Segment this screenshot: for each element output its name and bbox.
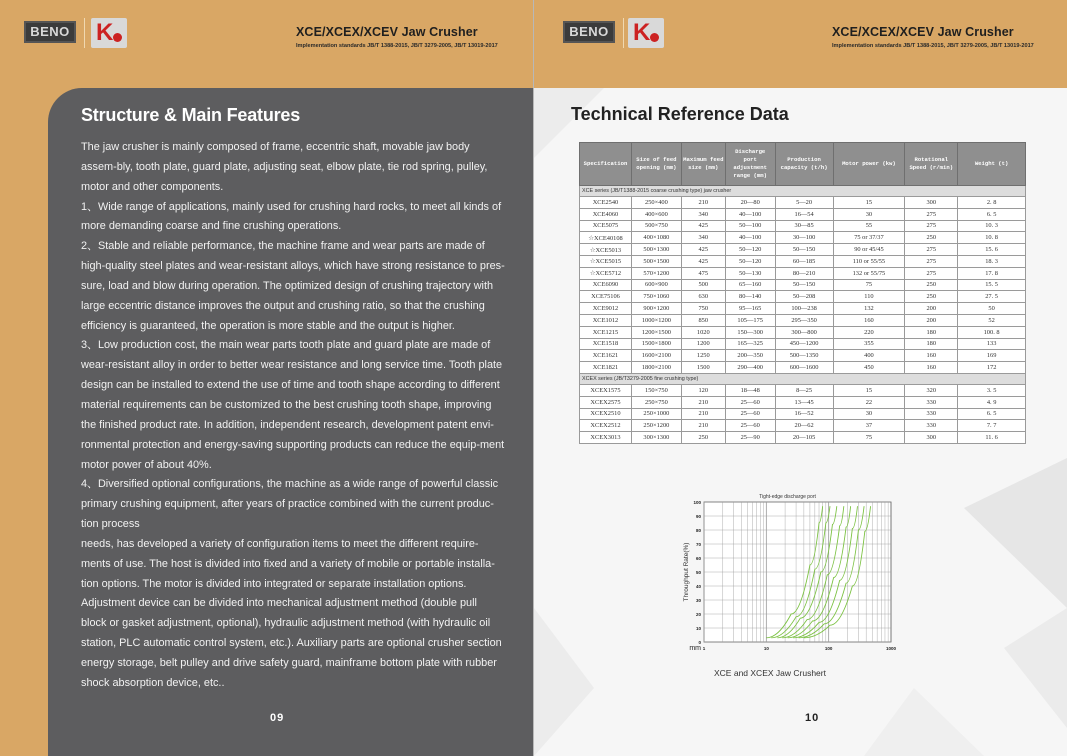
col-header: Weight (t) [958,143,1026,186]
x-tick-label: 1000 [885,646,897,651]
table-cell: 120 [681,384,725,396]
table-cell: 25—60 [725,408,775,420]
table-cell: 600×900 [631,279,681,291]
x-unit-label: mm [689,645,701,652]
chart-caption: XCE and XCEX Jaw Crushert [714,668,826,678]
table-cell: ☆XCE5712 [580,267,632,279]
col-header: Discharge port adjustment range (mm) [725,143,775,186]
table-cell: 75 [833,432,905,444]
table-cell: 10. 8 [958,232,1026,244]
table-cell: 5—20 [775,197,833,209]
table-cell: 160 [905,350,958,362]
table-cell: 27. 5 [958,291,1026,303]
table-cell: 8—25 [775,384,833,396]
table-cell: 425 [681,220,725,232]
table-cell: 180 [905,338,958,350]
beno-logo-text: BENO [30,24,70,39]
table-cell: 750×1060 [631,291,681,303]
table-row [580,197,1026,209]
table-cell: 6. 5 [958,208,1026,220]
table-cell: 450 [833,362,905,374]
paragraph-4: 4、Diversified optional configurations, the machine as a wide range of powerful classic primary crushing equipment, after years of practice combined with the current produc-tion process [81,478,499,531]
table-cell: 15 [833,197,905,209]
table-cell: 450—1200 [775,338,833,350]
beno-logo [563,21,615,43]
table-cell: XCE1518 [580,338,632,350]
col-header: Maximum feed size (mm) [681,143,725,186]
table-cell: 300—800 [775,326,833,338]
table-cell: 30 [833,208,905,220]
left-page-number: 09 [270,712,285,724]
table-row [580,362,1026,374]
table-cell: XCE9012 [580,303,632,315]
x-tick-label: 1 [702,646,706,651]
table-row [580,232,1026,244]
table-cell: 165—325 [725,338,775,350]
k-logo-dot [650,33,659,42]
table-cell: 25—90 [725,432,775,444]
table-cell: 250 [681,432,725,444]
table-cell: 50—208 [775,291,833,303]
table-cell: 40—100 [725,208,775,220]
table-cell: 15. 6 [958,244,1026,256]
table-cell: 250 [905,232,958,244]
table-cell: ☆XCE5015 [580,255,632,267]
section-label: XCE series (JB/T1388-2015 coarse crushing type) jaw crusher [580,186,1026,197]
table-cell: 275 [905,220,958,232]
table-row [580,291,1026,303]
table-cell: 18—48 [725,384,775,396]
table-cell: XCEX1575 [580,384,632,396]
table-cell: 180 [905,326,958,338]
table-cell: 275 [905,244,958,256]
section-label: XCEX series (JB/T3279-2005 fine crushing type) [580,373,1026,384]
table-cell: XCE1621 [580,350,632,362]
table-cell: 275 [905,255,958,267]
table-row [580,326,1026,338]
table-cell: 220 [833,326,905,338]
table-cell: 16—54 [775,208,833,220]
table-cell: 132 or 55/75 [833,267,905,279]
table-cell: 1600×2100 [631,350,681,362]
table-row [580,384,1026,396]
table-cell: 50—100 [725,220,775,232]
paragraph-5: needs, has developed a variety of configuration items to meet the different require-ments of use. The host is divided into fixed and a variety of mobile or portable installa-tion options. The motor is divided into integrated or separate installation options. Adjustment device can be divided into mechanical adjustment method (double pull block or gasket adjustment, optional), hydraulic adjustment method (with hydraulic oil station, PLC automatic control system, etc.). Auxiliary parts are optional crusher section energy storage, belt pulley and drive safety guard, mainframe bottom plate with rubber shock absorption device, etc.. [81,537,502,689]
table-row [580,303,1026,315]
table-cell: 330 [905,408,958,420]
table-cell: 210 [681,396,725,408]
table-cell: 570×1200 [631,267,681,279]
table-cell: 150—300 [725,326,775,338]
table-cell: XCE4060 [580,208,632,220]
table-cell: 1200×1500 [631,326,681,338]
spec-table [579,142,1026,444]
table-cell: 320 [905,384,958,396]
throughput-chart [682,490,922,685]
table-header-row [580,143,1026,186]
table-cell: 425 [681,244,725,256]
table-cell: 10. 3 [958,220,1026,232]
table-cell: 330 [905,420,958,432]
k-logo-letter: K [96,19,114,46]
table-cell: 900×1200 [631,303,681,315]
table-cell: 500×750 [631,220,681,232]
table-cell: 2. 8 [958,197,1026,209]
table-cell: 275 [905,267,958,279]
paragraph-2: 2、Stable and reliable performance, the machine frame and wear parts are made of high-quality steel plates and wear-resistant alloys, which have strong resistance to pres-sure, load and blow during operation. The optimized design of crushing trajectory with large eccentric distance improves the output and crushing ratio, so that the crushing efficiency is guaranteed, the operation is more stable and the output is higher. [81,240,505,332]
k-logo [628,18,664,48]
decor-shape [534,608,594,756]
table-cell: 17. 8 [958,267,1026,279]
table-cell: 1200 [681,338,725,350]
table-cell: 340 [681,232,725,244]
table-row [580,420,1026,432]
table-cell: 30—85 [775,220,833,232]
table-cell: 50—130 [725,267,775,279]
table-cell: 16—52 [775,408,833,420]
table-cell: XCEX2575 [580,396,632,408]
table-cell: 200 [905,314,958,326]
table-cell: 15 [833,384,905,396]
col-header: Size of feed opening (mm) [631,143,681,186]
table-cell: 6. 5 [958,408,1026,420]
table-cell: XCE75106 [580,291,632,303]
right-header [534,0,1067,88]
k-logo [91,18,127,48]
table-cell: ☆XCE40108 [580,232,632,244]
header-subtitle: Implementation standards JB/T 1388-2015, JB/T 3279-2005, JB/T 13019-2017 [832,43,1034,49]
table-cell: 25—60 [725,420,775,432]
table-row [580,244,1026,256]
table-cell: 172 [958,362,1026,374]
table-cell: 150×750 [631,384,681,396]
table-cell: 1000×1200 [631,314,681,326]
header-title: XCE/XCEX/XCEV Jaw Crusher [832,25,1014,39]
table-cell: 250×1000 [631,408,681,420]
table-cell: 13—45 [775,396,833,408]
table-cell: XCEX3013 [580,432,632,444]
table-row [580,350,1026,362]
table-cell: 210 [681,420,725,432]
paragraph-1: 1、Wide range of applications, mainly used for crushing hard rocks, to meet all kinds of more demanding coarse and fine crushing operations. [81,200,502,233]
features-text [81,138,505,694]
table-cell: 105—175 [725,314,775,326]
logo-separator [84,18,85,48]
table-cell: 250×750 [631,396,681,408]
y-tick-label: 80 [695,527,701,533]
table-cell: XCEX2510 [580,408,632,420]
table-cell: 300 [905,197,958,209]
y-tick-label: 60 [695,555,701,561]
table-cell: 250 [905,291,958,303]
table-cell: 75 or 37/37 [833,232,905,244]
table-cell: 7. 7 [958,420,1026,432]
table-cell: XCE5075 [580,220,632,232]
paragraph-intro: The jaw crusher is mainly composed of frame, eccentric shaft, movable jaw body assem-bly, tooth plate, guard plate, adjusting seat, elbow plate, tie rod spring, pulley, motor and other components. [81,141,488,193]
table-cell: 1500×1800 [631,338,681,350]
table-cell: 11. 6 [958,432,1026,444]
y-tick-label: 40 [695,583,701,589]
table-row [580,220,1026,232]
features-title: Structure & Main Features [81,105,301,125]
table-cell: 1020 [681,326,725,338]
table-row [580,279,1026,291]
table-cell: 50—150 [775,279,833,291]
table-cell: 132 [833,303,905,315]
table-cell: 50 [958,303,1026,315]
table-cell: 475 [681,267,725,279]
beno-logo [24,21,76,43]
table-cell: 850 [681,314,725,326]
table-cell: 1500 [681,362,725,374]
table-cell: 80—140 [725,291,775,303]
y-tick-label: 70 [695,541,701,547]
table-row [580,338,1026,350]
table-cell: 300 [905,432,958,444]
table-cell: 50—150 [775,244,833,256]
table-cell: 275 [905,208,958,220]
x-tick-label: 10 [763,646,769,651]
table-cell: 80—210 [775,267,833,279]
y-tick-label: 50 [695,569,701,575]
table-cell: 30—100 [775,232,833,244]
y-tick-label: 100 [693,499,701,505]
table-cell: XCEX2512 [580,420,632,432]
table-cell: 200 [905,303,958,315]
table-cell: 90 or 45/45 [833,244,905,256]
table-cell: XCE2540 [580,197,632,209]
logo-separator [623,18,624,48]
table-cell: 50—120 [725,244,775,256]
spec-table-body [580,186,1026,444]
right-page-number: 10 [805,712,820,724]
table-cell: 210 [681,197,725,209]
tech-data-title: Technical Reference Data [571,104,789,124]
table-cell: 50—120 [725,255,775,267]
table-cell: 500×1500 [631,255,681,267]
col-header: Production capacity (t/h) [775,143,833,186]
table-cell: 15. 5 [958,279,1026,291]
paragraph-3: 3、Low production cost, the main wear parts tooth plate and guard plate are made of wear-resistant alloy in order to better wear resistance and long service time. Tooth plate design can be installed to extend the use of time and tooth shape according to different material requirements can be customized to the best crushing tooth shape, improving the finished product rate. In addition, independent research, development patent envi-ronmental protection and energy-saving supporting products can reduce the equip-ment motor power of about 40%. [81,339,505,471]
table-cell: 200—350 [725,350,775,362]
table-cell: 500×1300 [631,244,681,256]
table-cell: 133 [958,338,1026,350]
left-header [0,0,533,88]
y-axis-label: Throughput Rate(%) [683,542,690,602]
table-cell: 95—165 [725,303,775,315]
table-cell: 1800×2100 [631,362,681,374]
table-cell: 295—350 [775,314,833,326]
table-cell: 18. 3 [958,255,1026,267]
header-subtitle: Implementation standards JB/T 1388-2015, JB/T 3279-2005, JB/T 13019-2017 [296,43,498,49]
table-section-row [580,373,1026,384]
right-page [534,0,1067,756]
y-tick-label: 10 [695,625,701,631]
chart-top-label: Tight-edge discharge port [759,494,816,500]
table-cell: 110 [833,291,905,303]
table-cell: 400 [833,350,905,362]
table-cell: 400×1080 [631,232,681,244]
y-tick-label: 90 [695,513,701,519]
left-page [0,0,533,756]
table-cell: 290—400 [725,362,775,374]
beno-logo-text: BENO [569,24,609,39]
table-cell: 750 [681,303,725,315]
table-cell: 250×1200 [631,420,681,432]
table-cell: 500—1350 [775,350,833,362]
y-tick-label: 30 [695,597,701,603]
decor-shape [1004,608,1067,728]
table-cell: 250 [905,279,958,291]
table-cell: 210 [681,408,725,420]
y-tick-label: 20 [695,611,701,617]
table-cell: 100—238 [775,303,833,315]
table-cell: 20—62 [775,420,833,432]
table-cell: 330 [905,396,958,408]
table-cell: 55 [833,220,905,232]
table-cell: 300×1300 [631,432,681,444]
decor-shape [864,688,984,756]
table-cell: XCE1215 [580,326,632,338]
col-header: Motor power (kw) [833,143,905,186]
table-cell: 52 [958,314,1026,326]
table-row [580,408,1026,420]
table-cell: 22 [833,396,905,408]
table-cell: 110 or 55/55 [833,255,905,267]
table-cell: 65—160 [725,279,775,291]
table-cell: XCE6090 [580,279,632,291]
table-cell: 160 [833,314,905,326]
table-cell: 40—100 [725,232,775,244]
table-cell: XCE1012 [580,314,632,326]
y-tick-label: 0 [698,639,701,645]
features-panel [48,88,533,756]
table-row [580,396,1026,408]
k-logo-letter: K [633,19,651,46]
table-cell: ☆XCE5013 [580,244,632,256]
table-cell: XCE1821 [580,362,632,374]
table-cell: 630 [681,291,725,303]
x-tick-label: 100 [824,646,833,651]
table-cell: 600—1600 [775,362,833,374]
table-cell: 100. 8 [958,326,1026,338]
table-section-row [580,186,1026,197]
table-cell: 20—80 [725,197,775,209]
table-row [580,432,1026,444]
decor-shape [964,458,1067,608]
col-header: Specification [580,143,632,186]
header-title: XCE/XCEX/XCEV Jaw Crusher [296,25,478,39]
table-row [580,255,1026,267]
table-cell: 37 [833,420,905,432]
table-cell: 169 [958,350,1026,362]
table-cell: 20—105 [775,432,833,444]
table-row [580,267,1026,279]
table-cell: 1250 [681,350,725,362]
table-cell: 25—60 [725,396,775,408]
table-cell: 3. 5 [958,384,1026,396]
table-cell: 425 [681,255,725,267]
table-cell: 60—185 [775,255,833,267]
table-cell: 500 [681,279,725,291]
table-cell: 400×600 [631,208,681,220]
table-cell: 30 [833,408,905,420]
table-cell: 75 [833,279,905,291]
table-cell: 340 [681,208,725,220]
table-row [580,314,1026,326]
col-header: Rotational Speed (r/min) [905,143,958,186]
table-cell: 4. 9 [958,396,1026,408]
table-cell: 250×400 [631,197,681,209]
table-cell: 160 [905,362,958,374]
table-cell: 355 [833,338,905,350]
k-logo-dot [113,33,122,42]
table-row [580,208,1026,220]
